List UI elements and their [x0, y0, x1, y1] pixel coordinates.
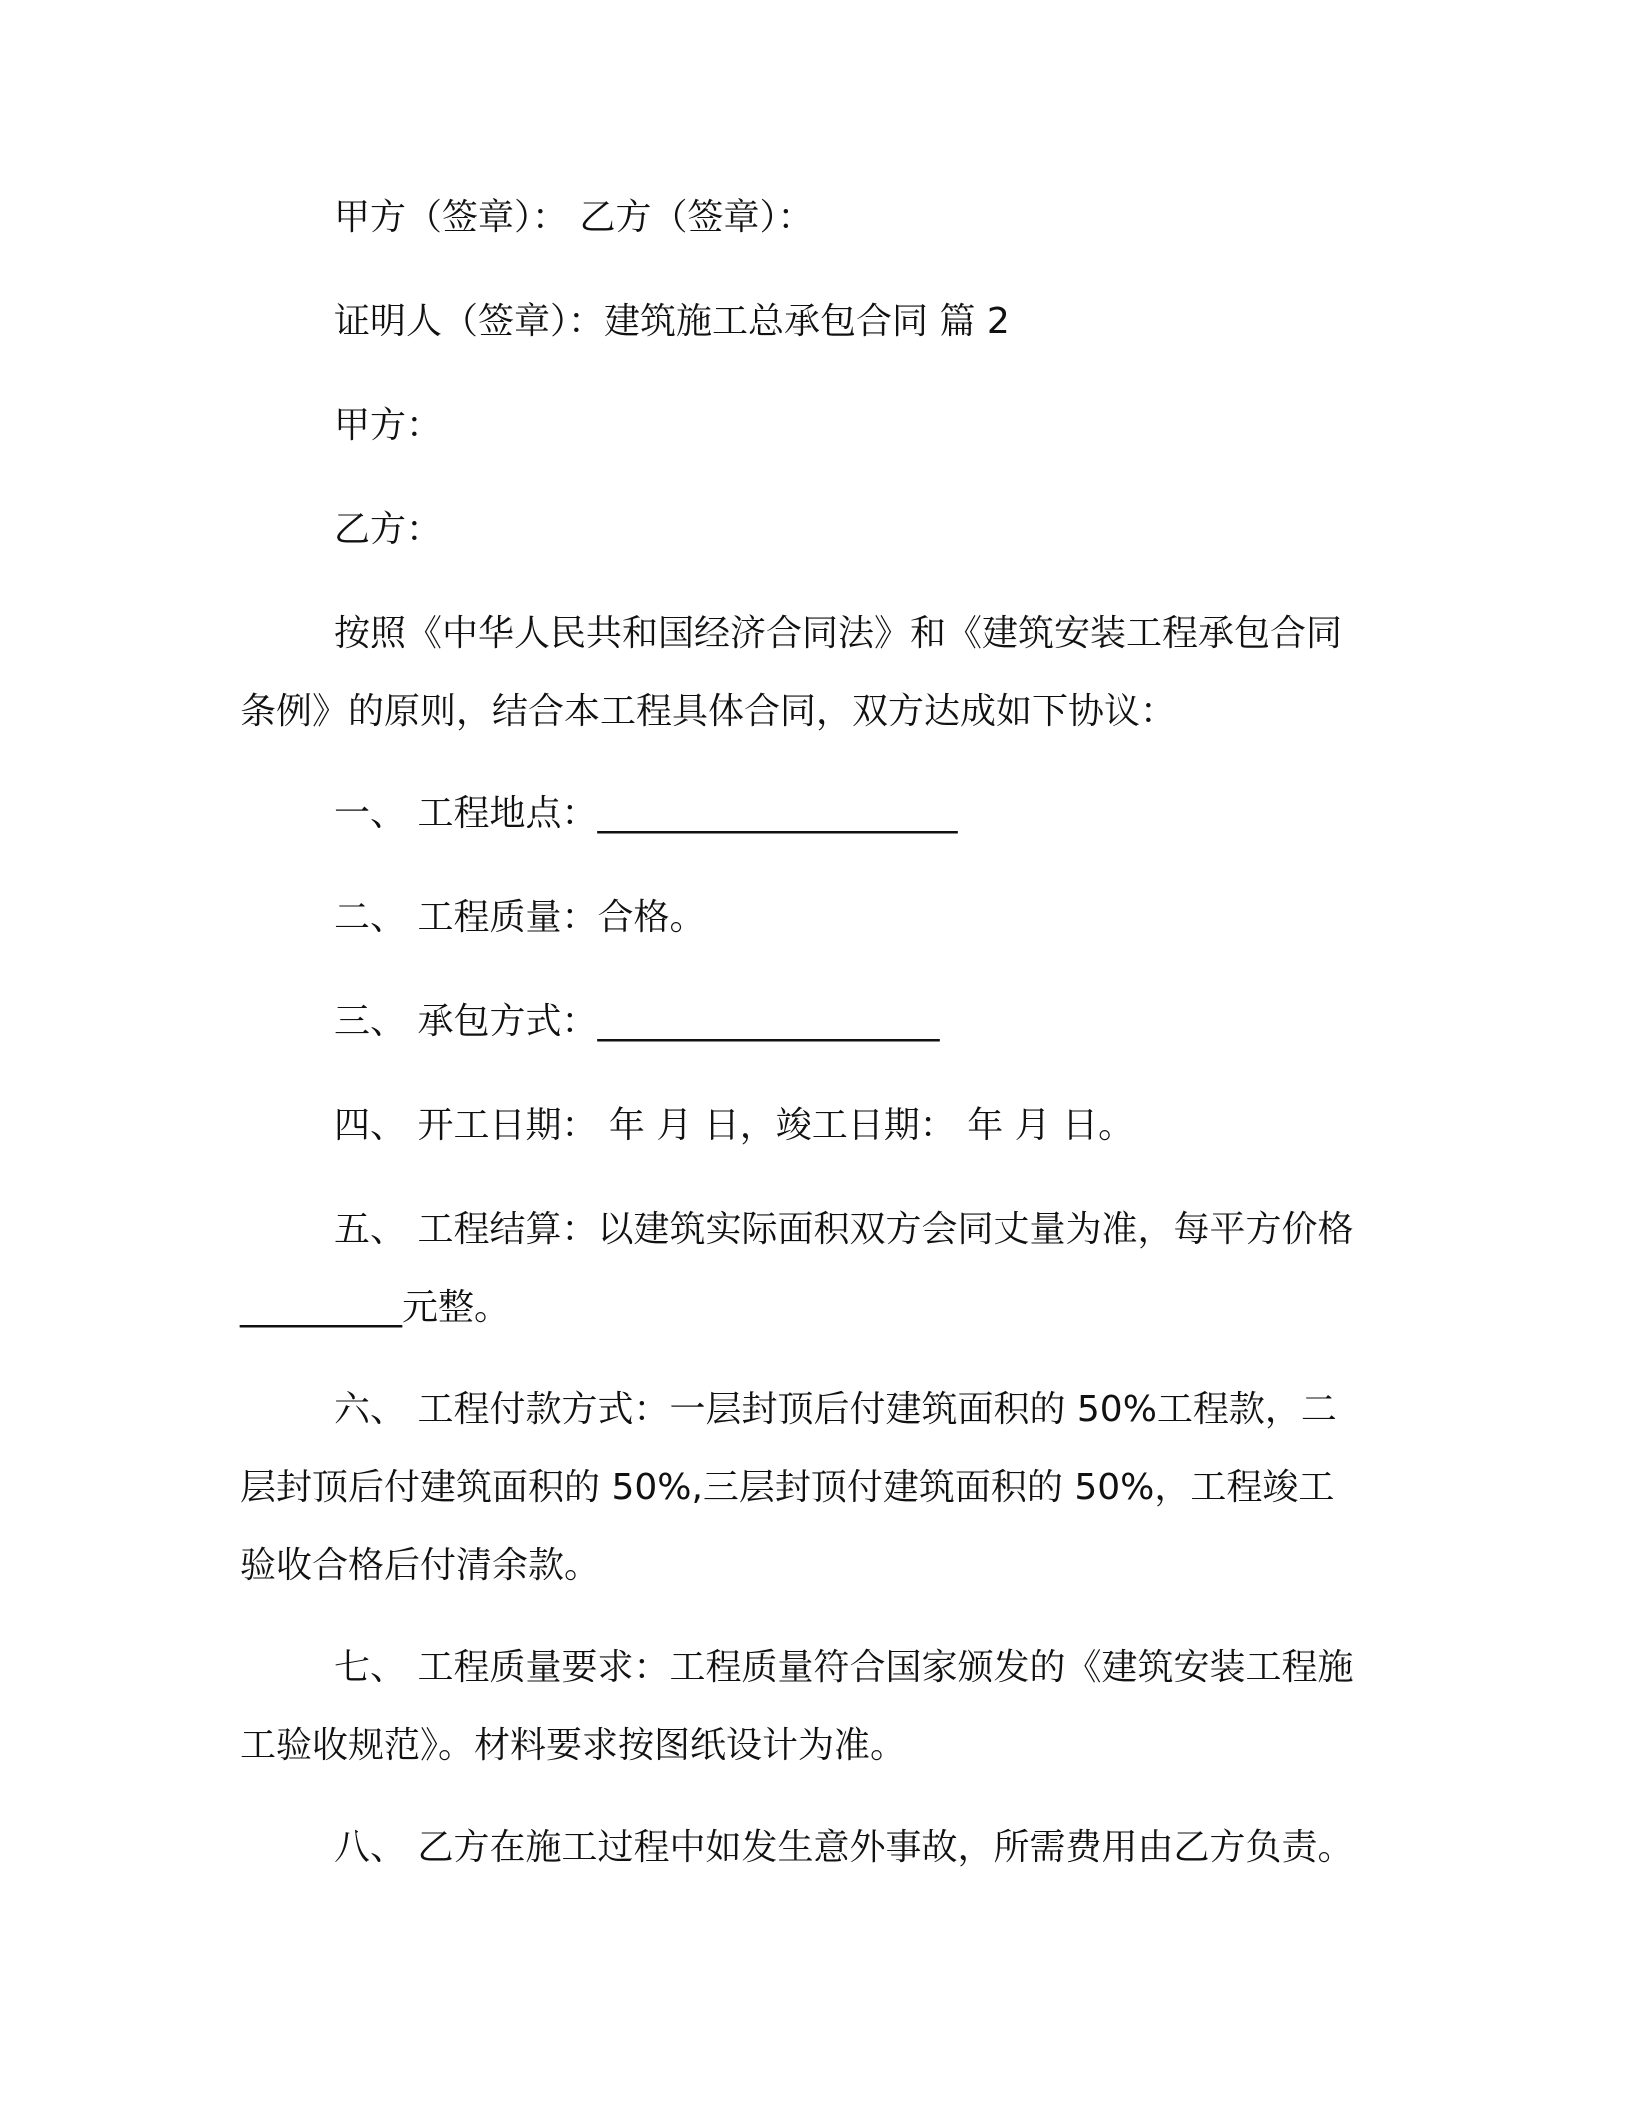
preamble-line-2: 条例》的原则，结合本工程具体合同，双方达成如下协议：	[240, 691, 1177, 732]
clause-2-quality: 二、 工程质量：合格。	[334, 897, 706, 938]
clause-5-settlement-line-1: 五、 工程结算：以建筑实际面积双方会同丈量为准，每平方价格	[334, 1209, 1354, 1250]
clause-6-payment-line-2: 层封顶后付建筑面积的 50%,三层封顶付建筑面积的 50%，工程竣工	[240, 1467, 1335, 1508]
clause-3-contract-method: 三、 承包方式：___________________	[334, 1001, 940, 1042]
clause-7-quality-req-line-2: 工验收规范》。材料要求按图纸设计为准。	[240, 1725, 907, 1766]
clause-1-location: 一、 工程地点：____________________	[334, 793, 958, 834]
clause-8-accident: 八、 乙方在施工过程中如发生意外事故，所需费用由乙方负责。	[334, 1827, 1354, 1868]
witness-and-title-line: 证明人（签章）：建筑施工总承包合同 篇 2	[334, 301, 1010, 342]
preamble-line-1: 按照《中华人民共和国经济合同法》和《建筑安装工程承包合同	[334, 613, 1343, 654]
clause-6-payment-line-3: 验收合格后付清余款。	[240, 1545, 601, 1586]
clause-6-payment-line-1: 六、 工程付款方式：一层封顶后付建筑面积的 50%工程款，二	[334, 1389, 1337, 1430]
party-a-line: 甲方：	[334, 405, 443, 446]
clause-7-quality-req-line-1: 七、 工程质量要求：工程质量符合国家颁发的《建筑安装工程施	[334, 1647, 1354, 1688]
clause-5-settlement-line-2: _________元整。	[240, 1287, 511, 1328]
signature-line-parties: 甲方（签章）： 乙方（签章）：	[334, 197, 814, 238]
party-b-line: 乙方：	[334, 509, 443, 550]
clause-4-dates: 四、 开工日期： 年 月 日，竣工日期： 年 月 日。	[334, 1105, 1135, 1146]
